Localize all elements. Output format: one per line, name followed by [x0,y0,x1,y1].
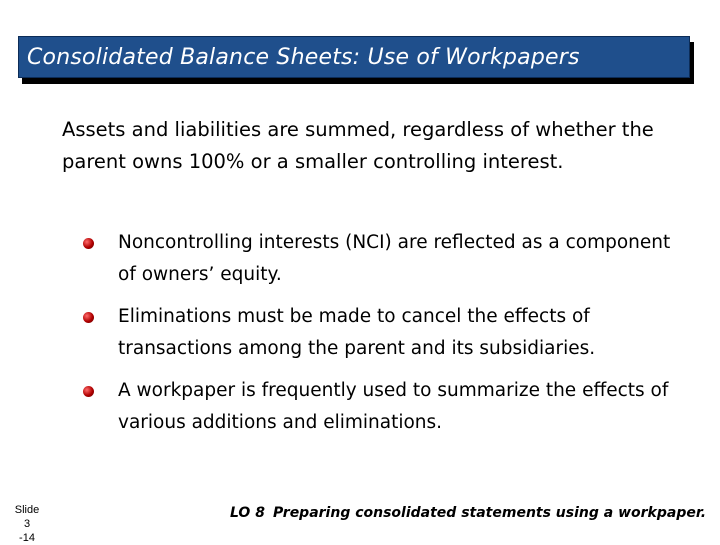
slide-number-sub: -14 [19,532,35,544]
bullet-item [80,301,680,365]
bullet-item [80,227,680,291]
bullet-icon [83,312,94,323]
bullet-icon [83,238,94,249]
bullet-text: Noncontrolling interests (NCI) are reflected as a component of owners’ equity. [118,232,671,285]
slide-number [12,503,42,545]
footer-text: Preparing consolidated statements using a workpaper. [272,505,707,521]
title-bar [18,36,690,78]
bullet-list [80,227,680,449]
bullet-icon [83,386,94,397]
footer-learning-objective [230,505,706,521]
slide-number-label: Slide 3 [14,504,40,530]
slide-title: Consolidated Balance Sheets: Use of Workpapers [27,44,580,70]
footer-lo-label: LO 8 [230,505,265,521]
bullet-item [80,375,680,439]
intro-paragraph: Assets and liabilities are summed, regardless of whether the parent owns 100% or a smaller controlling interest. [62,118,654,173]
bullet-text: Eliminations must be made to cancel the effects of transactions among the parent and its subsidiaries. [118,306,596,359]
bullet-text: A workpaper is frequently used to summarize the effects of various additions and eliminations. [118,380,669,433]
